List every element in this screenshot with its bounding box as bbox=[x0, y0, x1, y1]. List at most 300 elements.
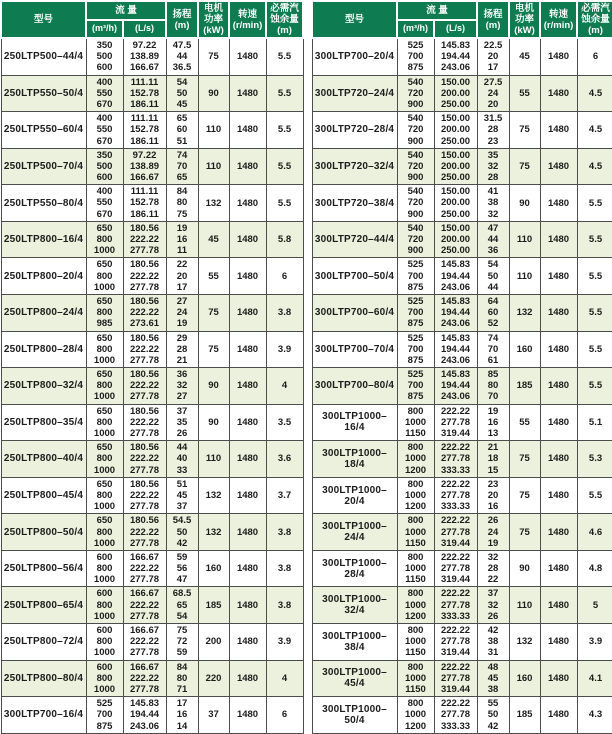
flow-m3h-cell-value: 1200 bbox=[404, 464, 427, 476]
head-cell bbox=[477, 624, 509, 661]
flow-ls-cell-value: 222.22 bbox=[440, 405, 471, 417]
table-row bbox=[1, 550, 303, 587]
head-cell-value: 21 bbox=[487, 442, 499, 454]
flow-ls-cell-value: 319.44 bbox=[440, 428, 471, 439]
model-cell: 300LTP1000–18/4 bbox=[312, 441, 397, 478]
flow-ls-cell-value: 243.06 bbox=[440, 391, 471, 403]
flow-ls-cell bbox=[123, 294, 166, 331]
flow-ls-cell-value: 194.44 bbox=[129, 709, 160, 721]
npsh-cell: 5.5 bbox=[577, 294, 612, 331]
speed-cell: 1480 bbox=[229, 477, 266, 514]
flow-m3h-cell-value: 800 bbox=[96, 526, 113, 538]
flow-ls-cell-value: 222.22 bbox=[440, 625, 471, 636]
flow-m3h-cell-value: 600 bbox=[96, 625, 113, 636]
flow-m3h-cell-value: 700 bbox=[407, 343, 424, 355]
flow-ls-cell bbox=[123, 587, 166, 624]
flow-m3h-cell bbox=[86, 221, 123, 258]
head-cell-value: 31 bbox=[487, 647, 499, 659]
speed-cell: 1480 bbox=[229, 38, 266, 75]
flow-ls-cell-value: 145.83 bbox=[440, 369, 471, 381]
table-row bbox=[312, 294, 612, 331]
model-cell: 250LTP500–44/4 bbox=[1, 38, 86, 75]
flow-ls-cell-value: 145.83 bbox=[440, 295, 471, 307]
table-row bbox=[312, 514, 612, 551]
flow-m3h-cell-value: 875 bbox=[96, 720, 113, 732]
flow-m3h-cell-value: 800 bbox=[407, 478, 424, 490]
flow-ls-cell-value: 152.78 bbox=[129, 197, 160, 209]
model-cell: 250LTP550–60/4 bbox=[1, 112, 86, 149]
header-npsh bbox=[577, 1, 612, 38]
speed-cell: 1480 bbox=[229, 221, 266, 258]
power-cell: 110 bbox=[198, 112, 229, 149]
flow-m3h-cell-value: 1000 bbox=[93, 610, 116, 622]
head-cell-value: 51 bbox=[176, 478, 188, 490]
flow-ls-cell-value: 186.11 bbox=[130, 208, 159, 220]
speed-cell: 1480 bbox=[229, 331, 266, 368]
header-power bbox=[198, 1, 229, 38]
npsh-cell: 5.5 bbox=[577, 185, 612, 222]
flow-m3h-cell bbox=[397, 477, 434, 514]
table-row bbox=[312, 697, 612, 734]
speed-cell: 1480 bbox=[540, 75, 577, 112]
flow-ls-cell-value: 222.22 bbox=[440, 698, 471, 710]
flow-m3h-cell bbox=[86, 75, 123, 112]
flow-ls-cell-value: 243.06 bbox=[129, 720, 160, 732]
npsh-cell: 5 bbox=[577, 587, 612, 624]
npsh-cell: 4 bbox=[266, 368, 303, 405]
flow-m3h-cell-value: 900 bbox=[407, 98, 424, 110]
speed-cell: 1480 bbox=[540, 294, 577, 331]
flow-ls-cell-value: 194.44 bbox=[440, 51, 471, 63]
flow-m3h-cell bbox=[397, 697, 434, 734]
head-cell bbox=[477, 75, 509, 112]
head-cell bbox=[477, 514, 509, 551]
head-cell bbox=[477, 148, 509, 185]
flow-m3h-cell-value: 800 bbox=[407, 515, 424, 527]
speed-cell: 1480 bbox=[229, 550, 266, 587]
head-cell-value: 32 bbox=[487, 599, 499, 611]
flow-ls-cell bbox=[434, 660, 477, 697]
power-cell: 37 bbox=[198, 697, 229, 734]
model-cell: 250LTP800–56/4 bbox=[1, 550, 86, 587]
flow-m3h-cell-value: 720 bbox=[407, 160, 424, 172]
flow-ls-cell-value: 277.78 bbox=[129, 501, 160, 513]
model-cell: 300LTP700–16/4 bbox=[1, 697, 86, 734]
speed-cell: 1480 bbox=[540, 368, 577, 405]
head-cell bbox=[477, 38, 509, 75]
model-cell: 300LTP1000–32/4 bbox=[312, 587, 397, 624]
power-cell: 200 bbox=[198, 624, 229, 661]
head-cell bbox=[166, 38, 198, 75]
flow-ls-cell-value: 333.33 bbox=[440, 464, 471, 476]
flow-ls-cell-value: 145.83 bbox=[440, 40, 471, 51]
power-cell: 75 bbox=[509, 441, 540, 478]
head-cell-value: 51 bbox=[176, 135, 188, 147]
speed-cell: 1480 bbox=[229, 185, 266, 222]
flow-m3h-cell-value: 700 bbox=[407, 270, 424, 282]
head-cell bbox=[166, 185, 198, 222]
power-cell: 55 bbox=[198, 258, 229, 295]
flow-ls-cell-value: 319.44 bbox=[440, 683, 471, 695]
head-cell-value: 28 bbox=[487, 124, 499, 136]
head-cell-value: 65 bbox=[176, 172, 188, 184]
flow-m3h-cell-value: 1200 bbox=[404, 501, 427, 513]
flow-ls-cell-value: 97.22 bbox=[132, 40, 157, 51]
flow-ls-cell bbox=[434, 624, 477, 661]
flow-m3h-cell-value: 400 bbox=[96, 186, 113, 198]
flow-m3h-cell-value: 700 bbox=[407, 380, 424, 392]
header-head-label: 扬程 bbox=[483, 8, 503, 20]
flow-ls-cell bbox=[123, 331, 166, 368]
model-cell: 250LTP800–50/4 bbox=[1, 514, 86, 551]
flow-ls-cell-value: 166.67 bbox=[129, 172, 160, 184]
head-cell-value: 19 bbox=[176, 318, 188, 330]
flow-ls-cell-value: 222.22 bbox=[129, 672, 160, 684]
flow-m3h-cell-value: 600 bbox=[96, 661, 113, 673]
flow-m3h-cell-value: 800 bbox=[407, 698, 424, 710]
head-cell-value: 16 bbox=[487, 501, 499, 513]
flow-m3h-cell-value: 650 bbox=[96, 332, 113, 344]
head-cell-value: 20 bbox=[487, 98, 499, 110]
model-cell: 250LTP500–70/4 bbox=[1, 148, 86, 185]
npsh-cell: 5.5 bbox=[577, 221, 612, 258]
head-cell bbox=[166, 477, 198, 514]
table-row bbox=[1, 185, 303, 222]
flow-m3h-cell-value: 800 bbox=[96, 599, 113, 611]
table-header bbox=[312, 1, 612, 38]
flow-ls-cell bbox=[434, 258, 477, 295]
flow-ls-cell bbox=[434, 550, 477, 587]
flow-ls-cell bbox=[123, 404, 166, 441]
flow-m3h-cell bbox=[86, 368, 123, 405]
head-cell-value: 19 bbox=[176, 222, 188, 234]
power-cell: 110 bbox=[198, 148, 229, 185]
head-cell-value: 44 bbox=[176, 51, 188, 63]
head-cell-value: 70 bbox=[176, 160, 188, 172]
flow-ls-cell bbox=[123, 112, 166, 149]
flow-ls-cell-value: 222.22 bbox=[440, 588, 471, 600]
flow-ls-cell-value: 166.67 bbox=[129, 588, 160, 600]
header-power-unit: (kW) bbox=[203, 25, 224, 36]
flow-ls-cell-value: 145.83 bbox=[129, 698, 160, 710]
head-cell bbox=[477, 550, 509, 587]
header-speed-label: 转速 bbox=[549, 8, 569, 20]
flow-m3h-cell-value: 400 bbox=[96, 113, 113, 125]
head-cell bbox=[166, 294, 198, 331]
flow-ls-cell-value: 243.06 bbox=[440, 318, 471, 330]
flow-ls-cell-value: 180.56 bbox=[129, 442, 160, 454]
head-cell-value: 42 bbox=[487, 720, 499, 732]
model-cell: 300LTP720–32/4 bbox=[312, 148, 397, 185]
head-cell-value: 19 bbox=[487, 405, 499, 417]
flow-m3h-cell-value: 800 bbox=[96, 672, 113, 684]
flow-ls-cell-value: 222.22 bbox=[129, 526, 160, 538]
flow-ls-cell-value: 277.78 bbox=[129, 610, 160, 622]
flow-ls-cell-value: 200.00 bbox=[440, 234, 471, 245]
power-cell: 90 bbox=[198, 404, 229, 441]
flow-ls-cell-value: 150.00 bbox=[440, 186, 471, 198]
header-speed-unit: (r/min) bbox=[232, 19, 263, 31]
header-npsh bbox=[266, 1, 303, 38]
flow-ls-cell-value: 222.22 bbox=[129, 453, 160, 465]
head-cell bbox=[477, 477, 509, 514]
power-cell: 160 bbox=[509, 660, 540, 697]
head-cell bbox=[166, 258, 198, 295]
flow-m3h-cell bbox=[86, 660, 123, 697]
flow-ls-cell-value: 222.22 bbox=[440, 661, 471, 673]
flow-ls-cell-value: 222.22 bbox=[129, 270, 160, 282]
flow-ls-cell-value: 222.22 bbox=[129, 380, 160, 392]
head-cell-value: 22 bbox=[176, 259, 188, 271]
model-cell: 250LTP800–24/4 bbox=[1, 294, 86, 331]
flow-ls-cell bbox=[434, 331, 477, 368]
model-cell: 250LTP800–20/4 bbox=[1, 258, 86, 295]
flow-ls-cell bbox=[434, 38, 477, 75]
power-cell: 132 bbox=[198, 185, 229, 222]
speed-cell: 1480 bbox=[540, 697, 577, 734]
speed-cell: 1480 bbox=[540, 185, 577, 222]
flow-ls-cell-value: 200.00 bbox=[440, 197, 471, 209]
npsh-cell: 3.9 bbox=[266, 624, 303, 661]
flow-ls-cell-value: 277.78 bbox=[129, 464, 160, 476]
speed-cell: 1480 bbox=[540, 587, 577, 624]
speed-cell: 1480 bbox=[229, 112, 266, 149]
npsh-cell: 5.5 bbox=[266, 148, 303, 185]
flow-ls-cell-value: 277.78 bbox=[129, 245, 160, 257]
flow-ls-cell-value: 222.22 bbox=[129, 343, 160, 355]
head-cell-value: 47 bbox=[487, 222, 499, 234]
flow-m3h-cell-value: 550 bbox=[96, 124, 113, 136]
flow-ls-cell-value: 250.00 bbox=[440, 172, 471, 184]
flow-ls-cell-value: 200.00 bbox=[440, 87, 471, 99]
flow-ls-cell-value: 333.33 bbox=[440, 610, 471, 622]
flow-ls-cell-value: 250.00 bbox=[440, 135, 471, 147]
power-cell: 75 bbox=[198, 294, 229, 331]
head-cell-value: 65 bbox=[176, 599, 188, 611]
flow-m3h-cell-value: 350 bbox=[96, 149, 113, 161]
flow-ls-cell bbox=[434, 697, 477, 734]
flow-ls-cell-value: 222.22 bbox=[129, 636, 160, 648]
head-cell-value: 54 bbox=[487, 259, 499, 271]
head-cell bbox=[166, 624, 198, 661]
model-cell: 300LTP720–28/4 bbox=[312, 112, 397, 149]
flow-m3h-cell-value: 800 bbox=[96, 636, 113, 648]
flow-m3h-cell-value: 1150 bbox=[405, 683, 426, 695]
table-row bbox=[312, 185, 612, 222]
head-cell-value: 80 bbox=[487, 380, 499, 392]
power-cell: 185 bbox=[198, 587, 229, 624]
head-cell bbox=[477, 404, 509, 441]
flow-m3h-cell bbox=[397, 587, 434, 624]
table-row bbox=[312, 331, 612, 368]
head-cell bbox=[166, 404, 198, 441]
table-row bbox=[312, 112, 612, 149]
flow-m3h-cell-value: 800 bbox=[407, 625, 424, 636]
flow-m3h-cell-value: 875 bbox=[407, 354, 424, 366]
flow-ls-cell-value: 194.44 bbox=[440, 343, 471, 355]
head-cell-value: 37 bbox=[176, 405, 188, 417]
table-row bbox=[1, 368, 303, 405]
head-cell-value: 44 bbox=[487, 234, 499, 245]
power-cell: 110 bbox=[509, 221, 540, 258]
head-cell-value: 26 bbox=[487, 515, 499, 527]
flow-m3h-cell-value: 650 bbox=[96, 295, 113, 307]
table-row bbox=[1, 38, 303, 75]
power-cell: 110 bbox=[198, 441, 229, 478]
flow-ls-cell-value: 138.89 bbox=[129, 51, 160, 63]
flow-ls-cell-value: 180.56 bbox=[129, 222, 160, 234]
model-cell: 300LTP720–38/4 bbox=[312, 185, 397, 222]
speed-cell: 1480 bbox=[540, 514, 577, 551]
head-cell-value: 70 bbox=[487, 343, 499, 355]
flow-ls-cell-value: 243.06 bbox=[440, 354, 471, 366]
head-cell-value: 61 bbox=[487, 354, 499, 366]
speed-cell: 1480 bbox=[229, 258, 266, 295]
power-cell: 55 bbox=[509, 404, 540, 441]
flow-m3h-cell-value: 800 bbox=[96, 380, 113, 392]
header-model: 型号 bbox=[1, 1, 86, 38]
head-cell-value: 24 bbox=[487, 87, 499, 99]
head-cell bbox=[477, 331, 509, 368]
flow-ls-cell bbox=[123, 38, 166, 75]
power-cell: 132 bbox=[509, 624, 540, 661]
header-model: 型号 bbox=[312, 1, 397, 38]
flow-m3h-cell-value: 1000 bbox=[93, 354, 116, 366]
flow-m3h-cell-value: 875 bbox=[407, 281, 424, 293]
flow-ls-cell-value: 333.33 bbox=[440, 720, 471, 732]
table-row bbox=[312, 368, 612, 405]
flow-m3h-cell-value: 875 bbox=[407, 391, 424, 403]
npsh-cell: 3.9 bbox=[577, 624, 612, 661]
head-cell-value: 56 bbox=[176, 563, 188, 575]
head-cell-value: 28 bbox=[487, 563, 499, 575]
flow-ls-cell-value: 111.11 bbox=[130, 76, 159, 88]
head-cell bbox=[477, 112, 509, 149]
flow-ls-cell bbox=[123, 258, 166, 295]
flow-m3h-cell-value: 1000 bbox=[404, 489, 427, 501]
flow-m3h-cell-value: 1000 bbox=[404, 526, 427, 538]
model-cell: 300LTP700–60/4 bbox=[312, 294, 397, 331]
flow-ls-cell bbox=[123, 441, 166, 478]
head-cell-value: 84 bbox=[176, 186, 188, 198]
flow-ls-cell-value: 333.33 bbox=[440, 501, 471, 513]
flow-ls-cell-value: 277.78 bbox=[440, 416, 471, 428]
flow-ls-cell-value: 222.22 bbox=[440, 551, 471, 563]
flow-ls-cell-value: 152.78 bbox=[129, 124, 160, 136]
npsh-cell: 3.8 bbox=[266, 294, 303, 331]
head-cell bbox=[477, 185, 509, 222]
table-body-right bbox=[312, 38, 612, 733]
flow-m3h-cell-value: 350 bbox=[96, 40, 113, 51]
flow-m3h-cell-value: 700 bbox=[96, 709, 113, 721]
npsh-cell: 6 bbox=[266, 258, 303, 295]
head-cell-value: 22.5 bbox=[483, 40, 503, 51]
flow-ls-cell-value: 222.22 bbox=[129, 416, 160, 428]
flow-m3h-cell-value: 400 bbox=[96, 76, 113, 88]
header-head-unit: (m) bbox=[485, 19, 501, 31]
head-cell-value: 17 bbox=[487, 62, 499, 74]
flow-ls-cell-value: 277.78 bbox=[129, 647, 160, 659]
npsh-cell: 4.5 bbox=[577, 148, 612, 185]
flow-m3h-cell-value: 550 bbox=[96, 87, 113, 99]
table-body-left bbox=[1, 38, 303, 733]
head-cell bbox=[166, 441, 198, 478]
flow-ls-cell-value: 277.78 bbox=[440, 599, 471, 611]
flow-ls-cell bbox=[123, 368, 166, 405]
head-cell-value: 16 bbox=[487, 416, 499, 428]
npsh-cell: 6 bbox=[266, 697, 303, 734]
flow-m3h-cell-value: 900 bbox=[407, 208, 424, 220]
flow-ls-cell bbox=[434, 368, 477, 405]
head-cell-value: 36 bbox=[487, 245, 499, 257]
head-cell-value: 50 bbox=[176, 87, 188, 99]
flow-m3h-cell bbox=[397, 441, 434, 478]
head-cell-value: 32 bbox=[487, 208, 499, 220]
head-cell-value: 54.5 bbox=[172, 515, 192, 527]
power-cell: 75 bbox=[198, 331, 229, 368]
npsh-cell: 5.5 bbox=[577, 368, 612, 405]
flow-ls-cell-value: 194.44 bbox=[440, 380, 471, 392]
flow-m3h-cell-value: 1000 bbox=[404, 636, 427, 648]
flow-ls-cell-value: 180.56 bbox=[129, 259, 160, 271]
flow-m3h-cell bbox=[86, 587, 123, 624]
flow-m3h-cell-value: 1000 bbox=[404, 599, 427, 611]
flow-ls-cell-value: 145.83 bbox=[440, 332, 471, 344]
model-cell: 250LTP550–50/4 bbox=[1, 75, 86, 112]
table-header bbox=[1, 1, 303, 38]
flow-m3h-cell-value: 720 bbox=[407, 124, 424, 136]
head-cell-value: 74 bbox=[487, 332, 499, 344]
header-power-label1: 电机 bbox=[515, 3, 535, 14]
header-flow-m3h: (m³/h) bbox=[86, 20, 123, 39]
speed-cell: 1480 bbox=[229, 624, 266, 661]
flow-ls-cell bbox=[434, 221, 477, 258]
model-cell: 300LTP1000–45/4 bbox=[312, 660, 397, 697]
flow-m3h-cell-value: 800 bbox=[96, 453, 113, 465]
flow-m3h-cell-value: 670 bbox=[96, 135, 113, 147]
header-flow-m3h: (m³/h) bbox=[397, 20, 434, 39]
head-cell-value: 60 bbox=[176, 124, 188, 136]
flow-m3h-cell-value: 540 bbox=[407, 113, 424, 125]
power-cell: 185 bbox=[509, 368, 540, 405]
npsh-cell: 3.5 bbox=[266, 404, 303, 441]
head-cell bbox=[166, 221, 198, 258]
power-cell: 132 bbox=[198, 514, 229, 551]
header-npsh-unit: (m) bbox=[277, 25, 292, 36]
flow-m3h-cell-value: 1000 bbox=[93, 574, 116, 586]
npsh-cell: 3.7 bbox=[266, 477, 303, 514]
power-cell: 90 bbox=[509, 185, 540, 222]
header-head-label: 扬程 bbox=[172, 8, 192, 20]
head-cell-value: 37 bbox=[487, 588, 499, 600]
flow-m3h-cell-value: 500 bbox=[96, 160, 113, 172]
power-cell: 75 bbox=[509, 112, 540, 149]
flow-m3h-cell-value: 650 bbox=[96, 222, 113, 234]
table-row bbox=[1, 660, 303, 697]
header-npsh-label1: 必需汽 bbox=[581, 3, 610, 14]
power-cell: 75 bbox=[509, 148, 540, 185]
npsh-cell: 5.5 bbox=[266, 185, 303, 222]
head-cell-value: 13 bbox=[487, 428, 499, 439]
flow-ls-cell-value: 180.56 bbox=[129, 405, 160, 417]
speed-cell: 1480 bbox=[229, 587, 266, 624]
power-cell: 110 bbox=[509, 587, 540, 624]
speed-cell: 1480 bbox=[540, 331, 577, 368]
flow-ls-cell-value: 166.67 bbox=[129, 551, 160, 563]
flow-m3h-cell-value: 800 bbox=[96, 270, 113, 282]
table-row bbox=[312, 148, 612, 185]
head-cell-value: 65 bbox=[176, 113, 188, 125]
